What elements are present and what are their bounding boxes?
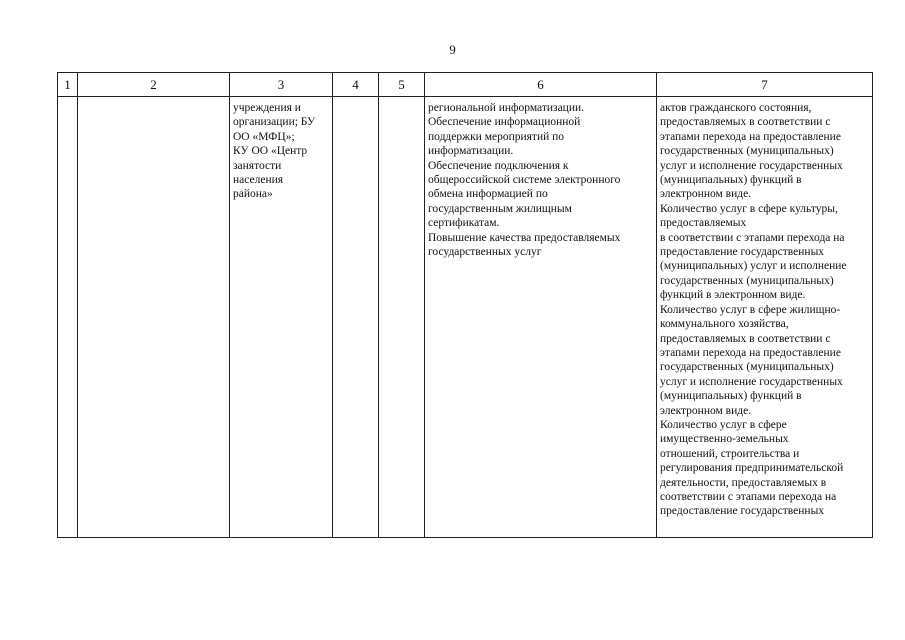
cell-line: государственных услуг	[428, 246, 542, 259]
cell-line: деятельности, предоставляемых в	[660, 476, 827, 489]
cell-line: электронном виде.	[660, 404, 752, 417]
cell-col3	[230, 97, 333, 538]
column-header-2: 2	[78, 73, 230, 97]
cell-line: сертификатам.	[428, 217, 500, 230]
cell-line: имущественно-земельных	[660, 433, 789, 446]
cell-line: услуг и исполнение государственных	[660, 159, 843, 172]
document-table	[57, 72, 873, 538]
cell-line: предоставляемых в соответствии с	[660, 116, 831, 129]
cell-line: предоставление государственных	[660, 246, 825, 259]
cell-col6	[425, 97, 657, 538]
cell-line: обмена информацией по	[428, 188, 548, 201]
cell-line: Повышение качества предоставляемых	[428, 231, 621, 244]
cell-line: предоставление государственных	[660, 505, 825, 518]
cell-line: государственных (муниципальных)	[660, 274, 834, 287]
cell-line: (муниципальных) услуг и исполнение	[660, 260, 847, 273]
column-header-4: 4	[333, 73, 379, 97]
cell-line: актов гражданского состояния,	[660, 102, 812, 114]
cell-line: ОО «МФЦ»;	[233, 130, 295, 143]
cell-line: поддержки мероприятий по	[428, 130, 565, 143]
cell-line: услуг и исполнение государственных	[660, 375, 843, 388]
column-header-6: 6	[425, 73, 657, 97]
cell-line: государственных (муниципальных)	[660, 145, 834, 158]
column-header-3: 3	[230, 73, 333, 97]
cell-line: Обеспечение информационной	[428, 116, 581, 129]
cell-line: общероссийской системе электронного	[428, 174, 621, 187]
column-header-5: 5	[379, 73, 425, 97]
cell-line: населения	[233, 174, 284, 187]
cell-line: Количество услуг в сфере культуры,	[660, 202, 838, 215]
cell-line: отношений, строительства и	[660, 447, 800, 460]
cell-line: государственным жилищным	[428, 202, 572, 215]
cell-line: в соответствии с этапами перехода на	[660, 231, 845, 244]
cell-line: коммунального хозяйства,	[660, 318, 789, 331]
cell-col7	[657, 97, 873, 538]
cell-line: региональной информатизации.	[428, 102, 585, 114]
cell-line: (муниципальных) функций в	[660, 390, 802, 403]
cell-line: соответствии с этапами перехода на	[660, 490, 837, 503]
cell-line: Обеспечение подключения к	[428, 159, 569, 172]
cell-line: электронном виде.	[660, 188, 752, 201]
cell-col1	[58, 97, 78, 538]
cell-line: государственных (муниципальных)	[660, 361, 834, 374]
column-header-7: 7	[657, 73, 873, 97]
cell-line: предоставляемых в соответствии с	[660, 332, 831, 345]
cell-line: учреждения и	[233, 102, 301, 114]
cell-line: Количество услуг в сфере	[660, 418, 787, 431]
cell-line: этапами перехода на предоставление	[660, 130, 841, 143]
cell-line: (муниципальных) функций в	[660, 174, 802, 187]
page-number: 9	[449, 42, 456, 57]
cell-line: этапами перехода на предоставление	[660, 346, 841, 359]
cell-line: района»	[233, 188, 273, 201]
cell-line: функций в электронном виде.	[660, 289, 806, 302]
cell-line: регулирования предпринимательской	[660, 462, 844, 475]
header-row	[58, 73, 873, 97]
cell-col2	[78, 97, 230, 538]
cell-line: организации; БУ	[233, 116, 316, 129]
cell-line: Количество услуг в сфере жилищно-	[660, 303, 841, 316]
cell-line: занятости	[233, 159, 282, 172]
column-header-1: 1	[58, 73, 78, 97]
cell-col5	[379, 97, 425, 538]
cell-line: предоставляемых	[660, 217, 747, 230]
table-row	[58, 97, 873, 538]
cell-line: информатизации.	[428, 145, 514, 158]
cell-line: КУ ОО «Центр	[233, 145, 308, 158]
cell-col4	[333, 97, 379, 538]
